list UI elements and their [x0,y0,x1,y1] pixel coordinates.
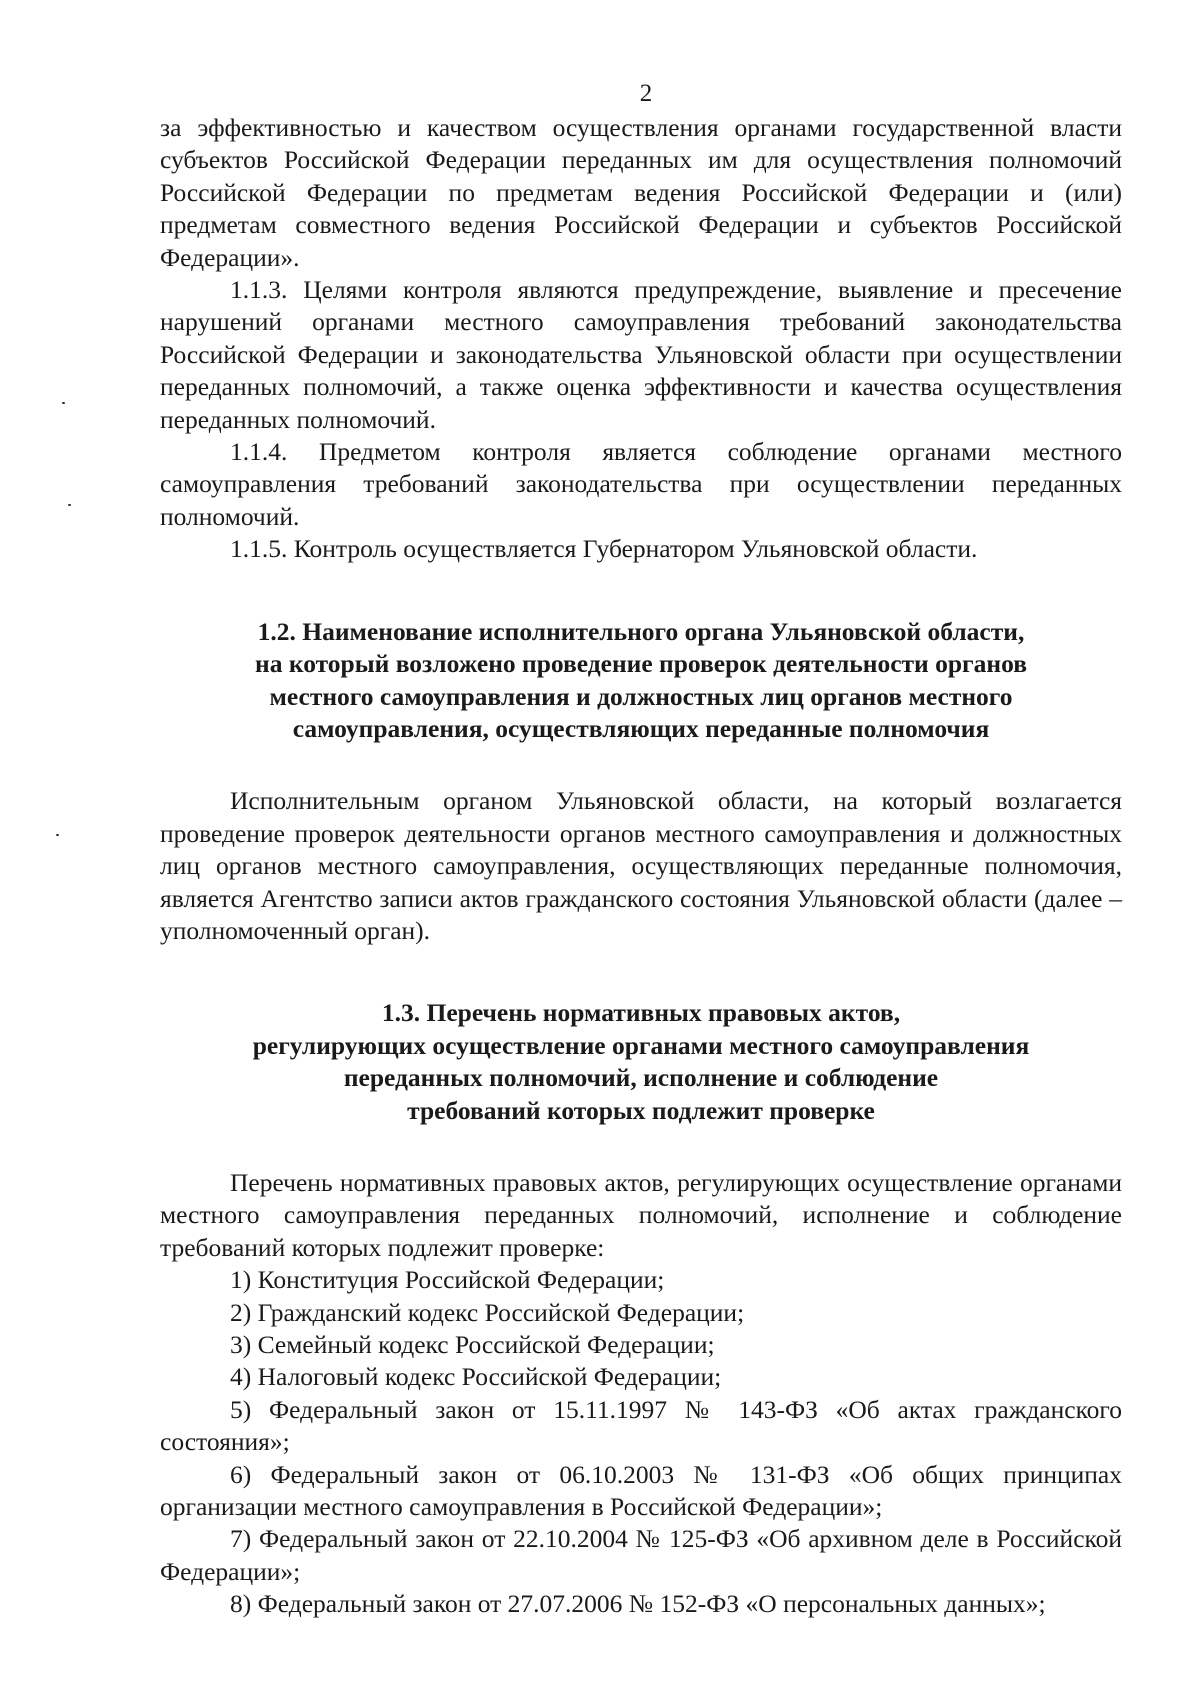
list-item: 2) Гражданский кодекс Российской Федерации; [230,1297,745,1327]
list-item: 5) Федеральный закон от 15.11.1997 № 143-ФЗ «Об актах гражданского состояния»; [160,1394,1122,1457]
section-1-3-intro: Перечень нормативных правовых актов, регулирующих осуществление органами местного самоуправления переданных полномочий, исполнение и соблюдение требований которых подлежит проверке: [160,1167,1122,1262]
list-item: 6) Федеральный закон от 06.10.2003 № 131-ФЗ «Об общих принципах организации местного самоуправления в Российской Федерации»; [160,1459,1122,1522]
legal-acts-list [160,1264,1122,1620]
heading-line: переданных полномочий, исполнение и соблюдение [343,1063,939,1093]
heading-line: самоуправления, осуществляющих переданные полномочия [292,713,990,743]
scan-speck [62,402,65,404]
heading-line: 1.2. Наименование исполнительного органа Ульяновской области, [257,616,1025,646]
heading-line: требований которых подлежит проверке [407,1095,875,1125]
list-item: 3) Семейный кодекс Российской Федерации; [230,1330,715,1359]
heading-line: 1.3. Перечень нормативных правовых актов, [381,998,901,1028]
paragraph-1-1-4: 1.1.4. Предметом контроля является соблюдение органами местного самоуправления требований законодательства при осуществлении переданных полномочий. [160,437,1122,531]
list-item: 1) Конституция Российской Федерации; [230,1265,665,1295]
section-1-3-heading [160,997,1122,1127]
scan-speck [56,834,59,836]
heading-line: местного самоуправления и должностных лиц органов местного [269,681,1013,711]
paragraph-continuation: за эффективностью и качеством осуществления органами государственной власти субъектов Российской Федерации переданных им для осуществления полномочий Российской Федерации по предметам ведения Российской Федерации и (или) предметам совместного ведения Российской Федерации и субъектов Российской Федерации». [160,113,1122,272]
list-item: 8) Федеральный закон от 27.07.2006 № 152-ФЗ «О персональных данных»; [230,1589,1046,1619]
paragraph-1-1-5: 1.1.5. Контроль осуществляется Губернатором Ульяновской области. [230,534,978,564]
list-item: 7) Федеральный закон от 22.10.2004 № 125-ФЗ «Об архивном деле в Российской Федерации»; [160,1524,1122,1586]
section-1-2-heading [160,616,1122,746]
section-1-1-continuation [160,112,1122,566]
scan-speck [68,504,71,506]
page-number: 2 [639,80,653,107]
heading-line: на который возложено проведение проверок деятельности органов [255,649,1027,679]
section-1-2-paragraph: Исполнительным органом Ульяновской области, на который возлагается проведение проверок деятельности органов местного самоуправления и должностных лиц органов местного самоуправления, осуществляющих переданные полномочия, является Агентство записи актов гражданского состояния Ульяновской области (далее – уполномоченный орган). [160,786,1122,945]
list-item: 4) Налоговый кодекс Российской Федерации; [230,1362,722,1392]
heading-line: регулирующих осуществление органами местного самоуправления [252,1030,1030,1060]
paragraph-1-1-3: 1.1.3. Целями контроля являются предупреждение, выявление и пресечение нарушений органами местного самоуправления требований законодательства Российской Федерации и законодательства Ульяновской области при осуществлении переданных полномочий, а также оценка эффективности и качества осуществления переданных полномочий. [160,275,1122,434]
